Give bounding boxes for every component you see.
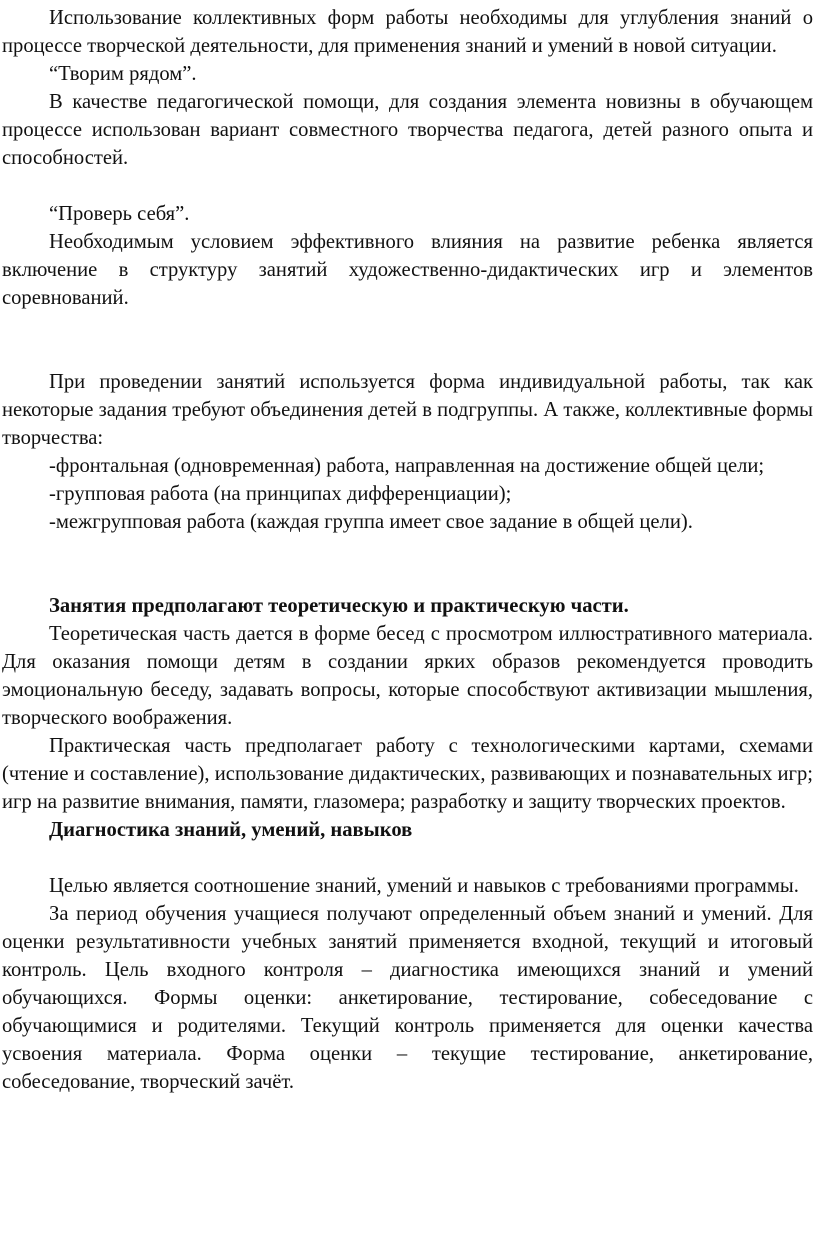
heading-check-yourself: “Проверь себя”. xyxy=(49,203,190,225)
heading-lesson-parts: Занятия предполагают теоретическую и практическую части. xyxy=(49,595,629,617)
paragraph-training-period: За период обучения учащиеся получают определенный объем знаний и умений. Для оценки результативности учебных занятий применяется входной, текущий и итоговый контроль. Цель входного контроля – диагностика имеющихся знаний и умений обучающихся. Формы оценки: анкетирование, тестирование, собеседование с обучающимися и родителями. Текущий контроль применяется для оценки качества усвоения материала. Форма оценки – текущие тестирование, анкетирование, собеседование, творческий зачёт. xyxy=(2,903,813,1093)
paragraph-individual-work: При проведении занятий используется форма индивидуальной работы, так как некоторые задания требуют объединения детей в подгруппы. А также, коллективные формы творчества: xyxy=(2,371,813,449)
spacer xyxy=(2,312,813,368)
spacer xyxy=(2,172,813,200)
heading-diagnostics: Диагностика знаний, умений, навыков xyxy=(49,819,413,841)
list-item-intergroup-work: -межгрупповая работа (каждая группа имеет свое задание в общей цели). xyxy=(49,511,693,533)
paragraph-collective-forms: Использование коллективных форм работы необходимы для углубления знаний о процессе творческой деятельности, для применения знаний и умений в новой ситуации. xyxy=(2,7,813,57)
paragraph-practical-part: Практическая часть предполагает работу с технологическими картами, схемами (чтение и составление), использование дидактических, развивающих и познавательных игр; игр на развитие внимания, памяти, глазомера; разработку и защиту творческих проектов. xyxy=(2,735,813,813)
list-item-group-work: -групповая работа (на принципах дифференциации); xyxy=(49,483,512,505)
list-item-frontal-work: -фронтальная (одновременная) работа, направленная на достижение общей цели; xyxy=(49,455,765,477)
spacer xyxy=(2,536,813,592)
paragraph-theoretical-part: Теоретическая часть дается в форме бесед с просмотром иллюстративного материала. Для оказания помощи детям в создании ярких образов рекомендуется проводить эмоциональную беседу, задавать вопросы, которые способствуют активизации мышления, творческого воображения. xyxy=(2,623,813,729)
heading-create-together: “Творим рядом”. xyxy=(49,63,197,85)
spacer xyxy=(2,844,813,872)
paragraph-pedagogical-help: В качестве педагогической помощи, для создания элемента новизны в обучающем процессе использован вариант совместного творчества педагога, детей разного опыта и способностей. xyxy=(2,91,813,169)
paragraph-necessary-condition: Необходимым условием эффективного влияния на развитие ребенка является включение в структуру занятий художественно-дидактических игр и элементов соревнований. xyxy=(2,231,813,309)
paragraph-goal: Целью является соотношение знаний, умений и навыков с требованиями программы. xyxy=(49,875,799,897)
